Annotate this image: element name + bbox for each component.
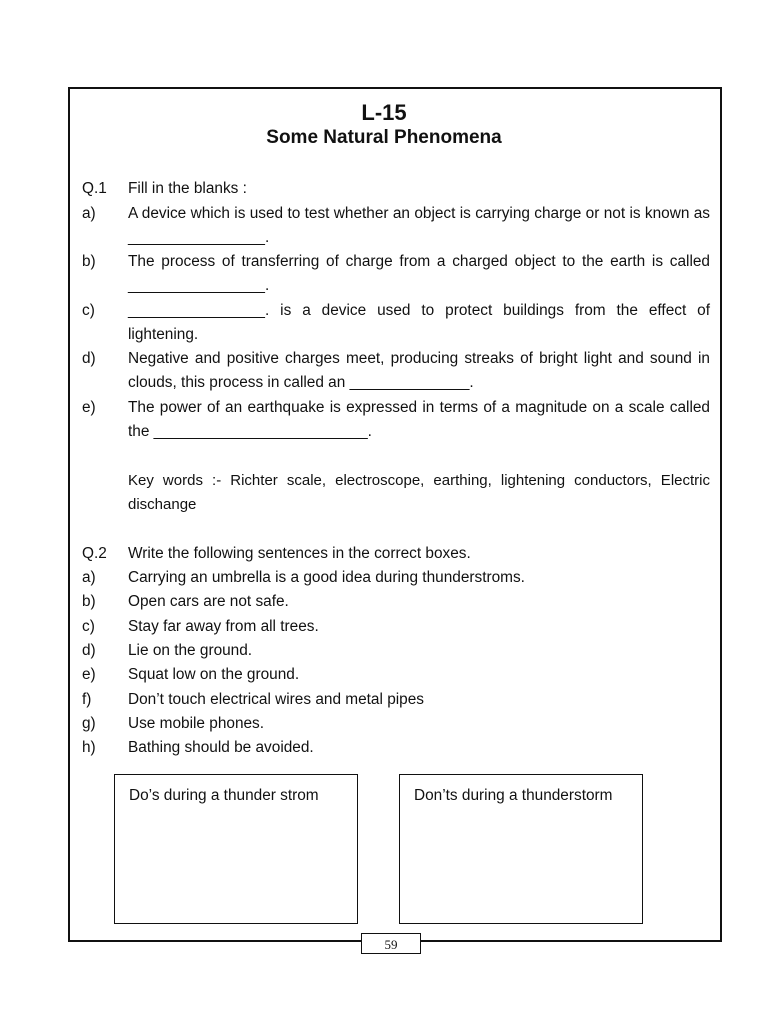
question-prompt: Fill in the blanks : — [128, 180, 247, 197]
dos-answer-box[interactable] — [114, 774, 358, 924]
q2-item-h — [82, 736, 710, 760]
item-marker: b) — [82, 593, 96, 610]
item-marker: d) — [82, 642, 96, 659]
donts-box-label: Don’ts during a thunderstorm — [414, 787, 613, 804]
item-text: Stay far away from all trees. — [128, 618, 319, 635]
item-text: Use mobile phones. — [128, 715, 265, 732]
item-text: Don’t touch electrical wires and metal pipes — [128, 691, 424, 708]
item-text: A device which is used to test whether an object is carrying charge or not is known as ________________. — [128, 205, 710, 247]
page-number: 59 — [361, 933, 421, 954]
item-marker: c) — [82, 618, 95, 635]
q2-item-g — [82, 712, 710, 736]
q1-item-b — [82, 250, 710, 299]
item-text: The power of an earthquake is expressed in terms of a magnitude on a scale called the _________________________. — [128, 399, 710, 441]
question-number: Q.1 — [82, 180, 107, 197]
lesson-title: Some Natural Phenomena — [266, 127, 502, 148]
q2-item-d — [82, 639, 710, 663]
q1-item-e — [82, 396, 710, 445]
item-marker: d) — [82, 350, 96, 367]
q2-item-c — [82, 615, 710, 639]
lesson-number: L-15 — [361, 100, 407, 125]
q2-item-e — [82, 663, 710, 687]
item-marker: a) — [82, 205, 96, 222]
item-marker: c) — [82, 302, 95, 319]
item-text: Squat low on the ground. — [128, 666, 300, 683]
item-text: Bathing should be avoided. — [128, 739, 314, 756]
item-marker: f) — [82, 691, 92, 708]
item-text: Negative and positive charges meet, producing streaks of bright light and sound in clouds, this process in called an ______________. — [128, 350, 710, 392]
item-marker: h) — [82, 739, 96, 756]
question-number: Q.2 — [82, 545, 107, 562]
item-text: Open cars are not safe. — [128, 593, 289, 610]
q1-item-c — [82, 299, 710, 348]
q1-heading — [82, 177, 710, 201]
item-text: Lie on the ground. — [128, 642, 253, 659]
item-text: ________________. is a device used to protect buildings from the effect of lightening. — [128, 302, 710, 344]
item-marker: a) — [82, 569, 96, 586]
q2-heading — [82, 542, 710, 566]
item-marker: e) — [82, 666, 96, 683]
item-marker: e) — [82, 399, 96, 416]
q2-item-f — [82, 688, 710, 712]
item-marker: g) — [82, 715, 96, 732]
q1-item-a — [82, 202, 710, 251]
key-words: Key words :- Richter scale, electroscope, earthing, lightening conductors, Electric dischange — [128, 472, 710, 514]
donts-answer-box[interactable] — [399, 774, 643, 924]
item-text: The process of transferring of charge from a charged object to the earth is called ________________. — [128, 253, 710, 295]
q1-item-d — [82, 347, 710, 396]
item-marker: b) — [82, 253, 96, 270]
q2-item-b — [82, 590, 710, 614]
item-text: Carrying an umbrella is a good idea during thunderstroms. — [128, 569, 525, 586]
dos-box-label: Do’s during a thunder strom — [129, 787, 319, 804]
q2-item-a — [82, 566, 710, 590]
question-prompt: Write the following sentences in the correct boxes. — [128, 545, 471, 562]
